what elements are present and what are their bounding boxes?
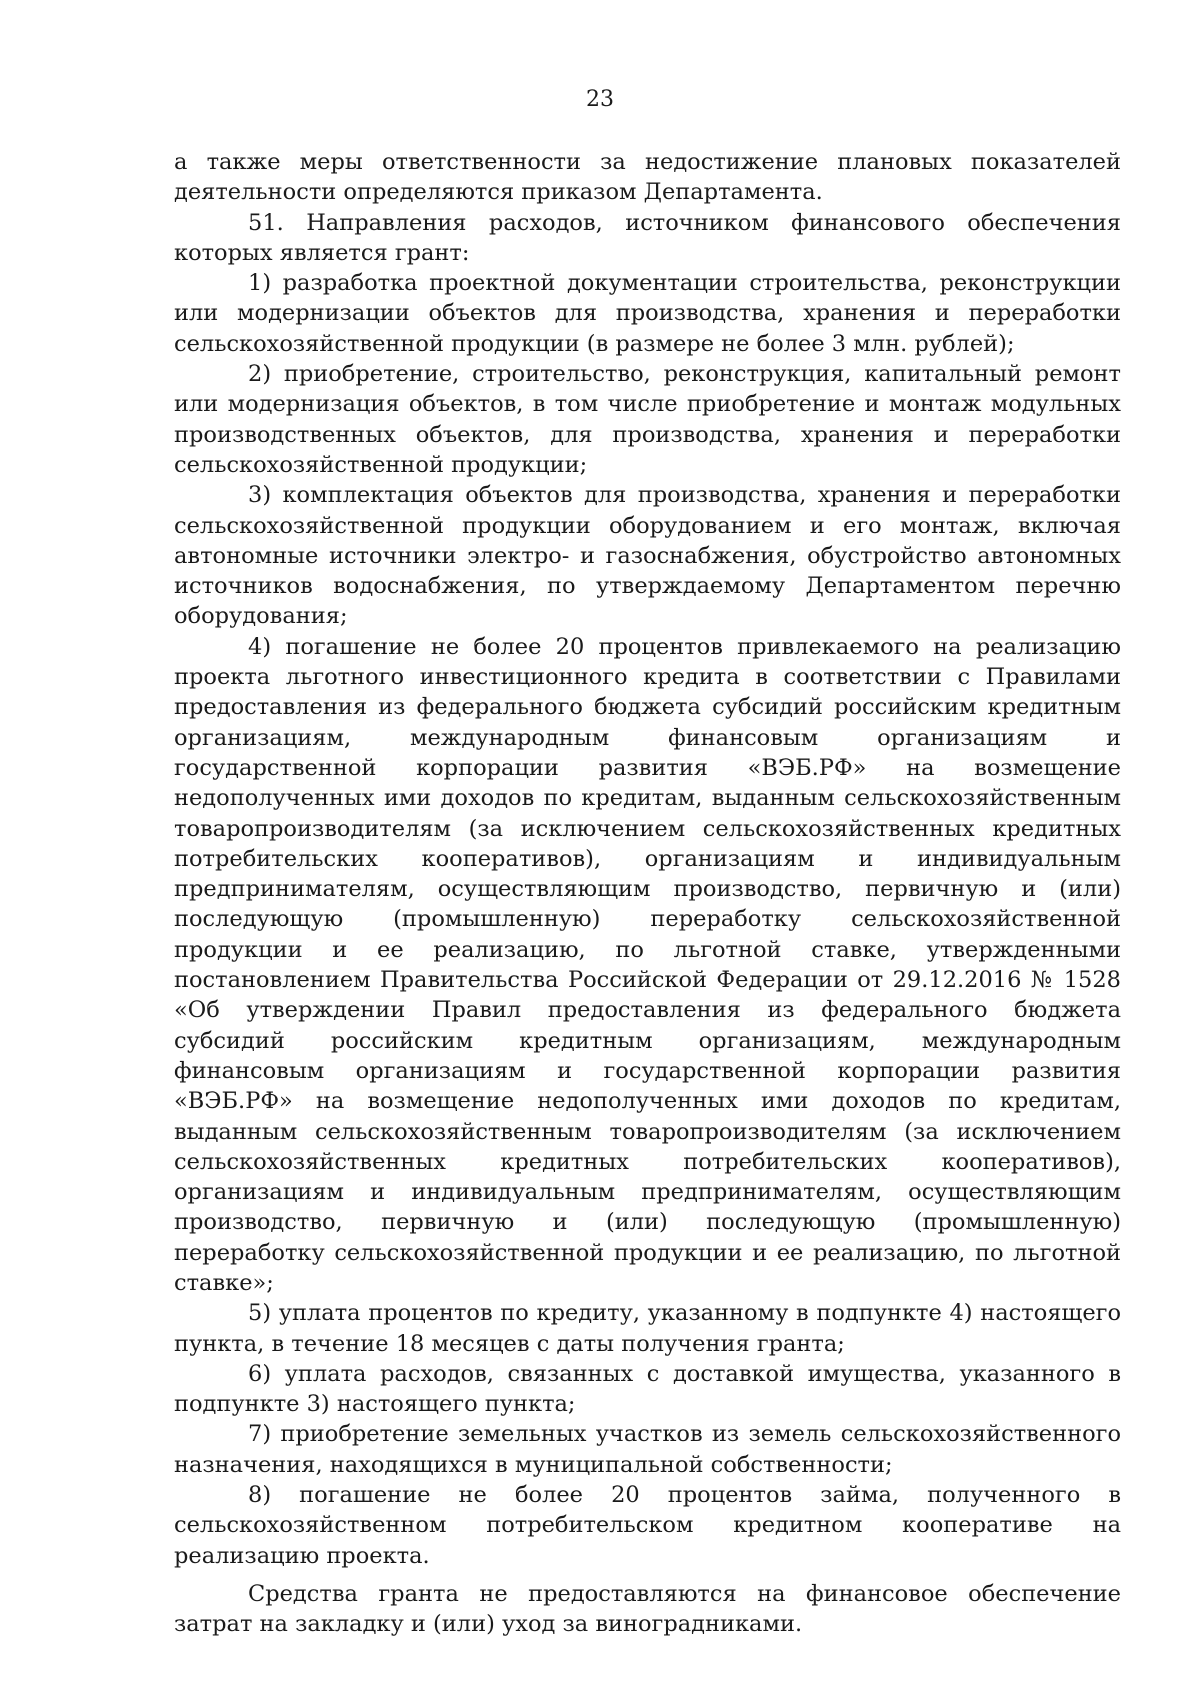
list-item-1: 1) разработка проектной документации строительства, реконструкции или модернизации объектов для производства, хранения и переработки сельскохозяйственной продукции (в размере не более 3 млн. рублей); bbox=[174, 270, 1121, 357]
list-item-2: 2) приобретение, строительство, реконструкция, капитальный ремонт или модернизация объектов, в том числе приобретение и монтаж модульных производственных объектов, для производства, хранения и переработки сельскохозяйственной продукции; bbox=[174, 361, 1121, 478]
list-item-8: 8) погашение не более 20 процентов займа, полученного в сельскохозяйственном потребительском кредитном кооперативе на реализацию проекта. bbox=[174, 1482, 1121, 1569]
document-body bbox=[174, 147, 1121, 1640]
paragraph-intro-continuation: а также меры ответственности за недостижение плановых показателей деятельности определяются приказом Департамента. bbox=[174, 149, 1121, 206]
list-item-4: 4) погашение не более 20 процентов привлекаемого на реализацию проекта льготного инвестиционного кредита в соответствии с Правилами предоставления из федерального бюджета субсидий российским кредитным организациям, международным финансовым организациям и государственной корпорации развития «ВЭБ.РФ» на возмещение недополученных ими доходов по кредитам, выданным сельскохозяйственным товаропроизводителям (за исключением сельскохозяйственных кредитных потребительских кооперативов), организациям и индивидуальным предпринимателям, осуществляющим производство, первичную и (или) последующую (промышленную) переработку сельскохозяйственной продукции и ее реализацию, по льготной ставке, утвержденными постановлением Правительства Российской Федерации от 29.12.2016 № 1528 «Об утверждении Правил предоставления из федерального бюджета субсидий российским кредитным организациям, международным финансовым организациям и государственной корпорации развития «ВЭБ.РФ» на возмещение недополученных ими доходов по кредитам, выданным сельскохозяйственным товаропроизводителям (за исключением сельскохозяйственных кредитных потребительских кооперативов), организациям и индивидуальным предпринимателям, осуществляющим производство, первичную и (или) последующую (промышленную) переработку сельскохозяйственной продукции и ее реализацию, по льготной ставке»; bbox=[174, 633, 1121, 1296]
paragraph-clause-51: 51. Направления расходов, источником финансового обеспечения которых является грант: bbox=[174, 209, 1121, 266]
paragraph-grant-exclusion: Средства гранта не предоставляются на финансовое обеспечение затрат на закладку и (или) уход за виноградниками. bbox=[174, 1580, 1121, 1638]
page-number: 23 bbox=[586, 87, 614, 112]
list-item-5: 5) уплата процентов по кредиту, указанному в подпункте 4) настоящего пункта, в течение 18 месяцев с даты получения гранта; bbox=[174, 1300, 1121, 1357]
list-item-7: 7) приобретение земельных участков из земель сельскохозяйственного назначения, находящихся в муниципальной собственности; bbox=[174, 1421, 1121, 1478]
list-item-3: 3) комплектация объектов для производства, хранения и переработки сельскохозяйственной продукции оборудованием и его монтаж, включая автономные источники электро- и газоснабжения, обустройство автономных источников водоснабжения, по утверждаемому Департаментом перечню оборудования; bbox=[174, 482, 1121, 630]
list-item-6: 6) уплата расходов, связанных с доставкой имущества, указанного в подпункте 3) настоящего пункта; bbox=[174, 1360, 1121, 1418]
